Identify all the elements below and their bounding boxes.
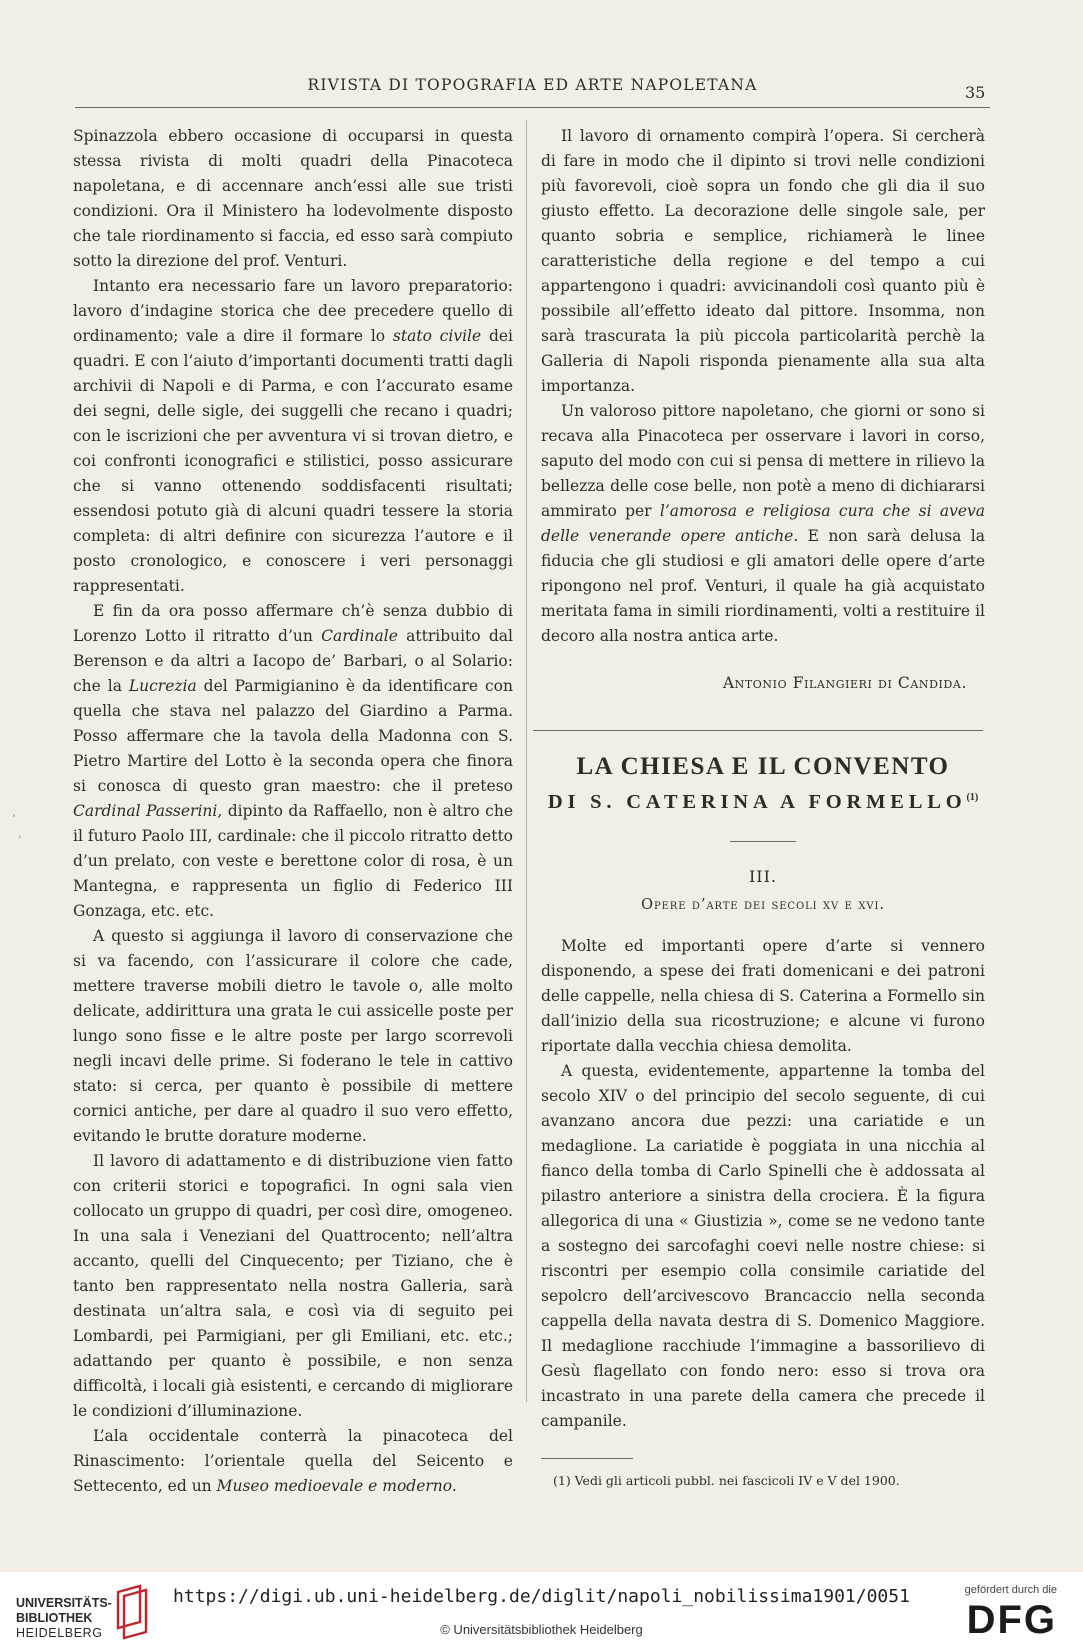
left-column [73,124,513,1499]
right-column [541,124,985,1491]
italic-phrase: Museo medioevale e moderno. [216,1477,457,1495]
permalink-url[interactable]: https://digi.ub.uni-heidelberg.de/diglit/napoli_nobilissima1901/0051 [173,1586,910,1607]
footnote-rule [541,1458,633,1459]
library-name-line: HEIDELBERG [16,1626,103,1640]
paragraph: E fin da ora posso affermare ch’è senza dubbio di Lorenzo Lotto il ritratto d’un Cardinale attribuito dal Berenson e da altri a Iacopo de’ Barbari, o al Solario: che la Lucrezia del Parmigianino è da identificare con quella che stava nel palazzo del Giardino a Parma. Posso affermare che la tavola della Madonna con S. Pietro Martire del Lotto è la seconda opera che finora si conosca di questo gran maestro: che il preteso Cardinal Passerini, dipinto da Raffaello, non è altro che il futuro Paolo III, cardinale: che il piccolo ritratto detto d’un prelato, con veste e berettone color di rosa, è un Mantegna, e rappresenta un figlio di Federico III Gonzaga, etc. etc. [73,602,513,920]
copyright-notice: © Universitätsbibliothek Heidelberg [440,1622,643,1637]
footnote-marker: (1) [966,792,979,803]
footnote: (1) Vedi gli articoli pubbl. nei fascicoli IV e V del 1900. [553,1472,900,1488]
article-separator [533,730,983,731]
margin-mark: ’ [12,812,16,826]
paragraph: Il lavoro di adattamento e di distribuzione vien fatto con criterii storici e topografici. In ogni sala vien collocato un gruppo di quadri, per così dire, omogeneo. In una sala i Veneziani del Quattrocento; nell’altra accanto, quelli del Cinquecento; per Tiziano, che è tanto ben rappresentato nella nostra Galleria, sarà destinata un’altra sala, e così via di seguito pei Lombardi, pei Parmigiani, per gli Emiliani, etc. etc.; adattando per quanto è possibile, e non senza difficoltà, i locali già esistenti, e cercando di migliorare le condizioni d’illuminazione. [73,1152,513,1420]
author-signature: Antonio Filangieri di Candida. [722,674,967,692]
paragraph: Il lavoro di ornamento compirà l’opera. Si cercherà di fare in modo che il dipinto si trovi nelle condizioni più favorevoli, cioè sopra un fondo che gli dia il suo giusto effetto. La decorazione delle singole sale, per quanto sobria e semplice, richiamerà le linee caratteristiche della regione e del tempo a cui appartengono i quadri: avvicinandoli così quanto più è possibile all’effetto ideato dal pittore. Insomma, non sarà trascurata la più piccola particolarità perchè la Galleria di Napoli risponda pienamente alla sua alta importanza. [541,127,985,395]
running-title: RIVISTA DI TOPOGRAFIA ED ARTE NAPOLETANA [307,76,758,94]
italic-phrase: l’amorosa e religiosa cura che si aveva delle venerande opere antiche. [541,502,985,545]
paragraph: L’ala occidentale conterrà la pinacoteca del Rinascimento: l’orientale quella del Seicento e Settecento, ed un Museo medioevale e moderno. [73,1427,513,1495]
paragraph: Un valoroso pittore napoletano, che giorni or sono si recava alla Pinacoteca per osservare i lavori in corso, saputo del modo con cui si pensa di mettere in rilievo la bellezza delle cose belle, non potè a meno di dichiararsi ammirato per l’amorosa e religiosa cura che si aveva delle venerande opere antiche. E non sarà delusa la fiducia che gli studiosi e gli amatori delle opere d’arte ripongono nel prof. Venturi, il quale ha già acquistato meritata fama in simili riordinamenti, volti a restituire il decoro alla nostra antica arte. [541,402,985,645]
digitization-footer [0,1572,1083,1650]
article-subtitle: DI S. CATERINA A FORMELLO$^{(1)}$ [547,790,979,813]
header-rule [75,107,990,108]
dfg-logo[interactable]: DFG [966,1598,1057,1642]
italic-phrase: Cardinal Passerini, [73,802,223,820]
italic-phrase: stato civile [392,327,482,345]
italic-phrase: Lucrezia [128,677,197,695]
article-title: LA CHIESA E IL CONVENTO [576,753,950,780]
title-rule [730,841,796,842]
margin-mark: ‚ [18,826,22,840]
library-name-line: BIBLIOTHEK [16,1611,93,1625]
section-title: Opere d’arte dei secoli xv e xvi. [641,896,885,913]
paragraph: A questo si aggiunga il lavoro di conservazione che si va facendo, con l’assicurare il colore che cade, mettere traverse mobili dietro le tavole o, alle molto delicate, addirittura una grata le cui assicelle poste per lungo sono fisse e le altre poste per largo scorrevoli negli incavi delle prime. Si foderano le tele in cattivo stato: si cerca, per quanto è possibile di mettere cornici antiche, per dare al quadro il suo vero effetto, evitando le brutte dorature moderne. [73,927,513,1145]
paragraph: Spinazzola ebbero occasione di occuparsi in questa stessa rivista di molti quadri della Pinacoteca napoletana, e di accennare anch’essi alle sue tristi condizioni. Ora il Ministero ha lodevolmente disposto che tale riordinamento si faccia, ed esso sarà compiuto sotto la direzione del prof. Venturi. [73,127,513,270]
section-number: III. [748,866,778,886]
funded-by-label: gefördert durch die [964,1584,1057,1596]
paragraph: A questa, evidentemente, appartenne la tomba del secolo XIV o del principio del secolo seguente, di cui avanzano ancora due pezzi: una cariatide e un medaglione. La cariatide è poggiata in una nicchia al fianco della tomba di Carlo Spinelli che è addossata al pilastro anteriore a sinistra della crociera. È la figura allegorica di una « Giustizia », come se ne vedono tante a sostegno dei sarcofaghi coevi nelle nostre chiese: si riscontri per esempio colla consimile cariatide del sepolcro dell’arcivescovo Brancaccio nella seconda cappella della navata destra di S. Domenico Maggiore. Il medaglione racchiude l’immagine a bassorilievo di Gesù flagellato con fondo nero: esso si trova ora incastrato in una parete della camera che precede il campanile. [541,1061,985,1430]
paragraph: Intanto era necessario fare un lavoro preparatorio: lavoro d’indagine storica che dee precedere quello di ordinamento; vale a dire il formare lo stato civile dei quadri. E con l’aiuto d’importanti documenti tratti dagli archivii di Napoli e di Parma, e con l’accurato esame dei segni, delle sigle, dei suggelli che recano i quadri; con le iscrizioni che per avventura vi si trovan dietro, e coi confronti iconografici e stilistici, posso assicurare che si vanno ottenendo soddisfacenti risultati; essendosi potuto già di alcuni quadri tessere la storia completa: di altri definire con sicurezza l’autore e il posto cronologico, e conoscere i veri personaggi rappresentati. [73,277,513,595]
paragraph: Molte ed importanti opere d’arte si vennero disponendo, a spese dei frati domenicani e dei patroni delle cappelle, nella chiesa di S. Caterina a Formello sin dall’inizio della sua ricostruzione; e alcune vi furono riportate dalla vecchia chiesa demolita. [541,936,985,1055]
library-name-line: UNIVERSITÄTS- [16,1596,112,1610]
column-divider [526,120,527,1402]
italic-phrase: Cardinale [321,627,398,645]
page-number: 35 [965,83,986,102]
